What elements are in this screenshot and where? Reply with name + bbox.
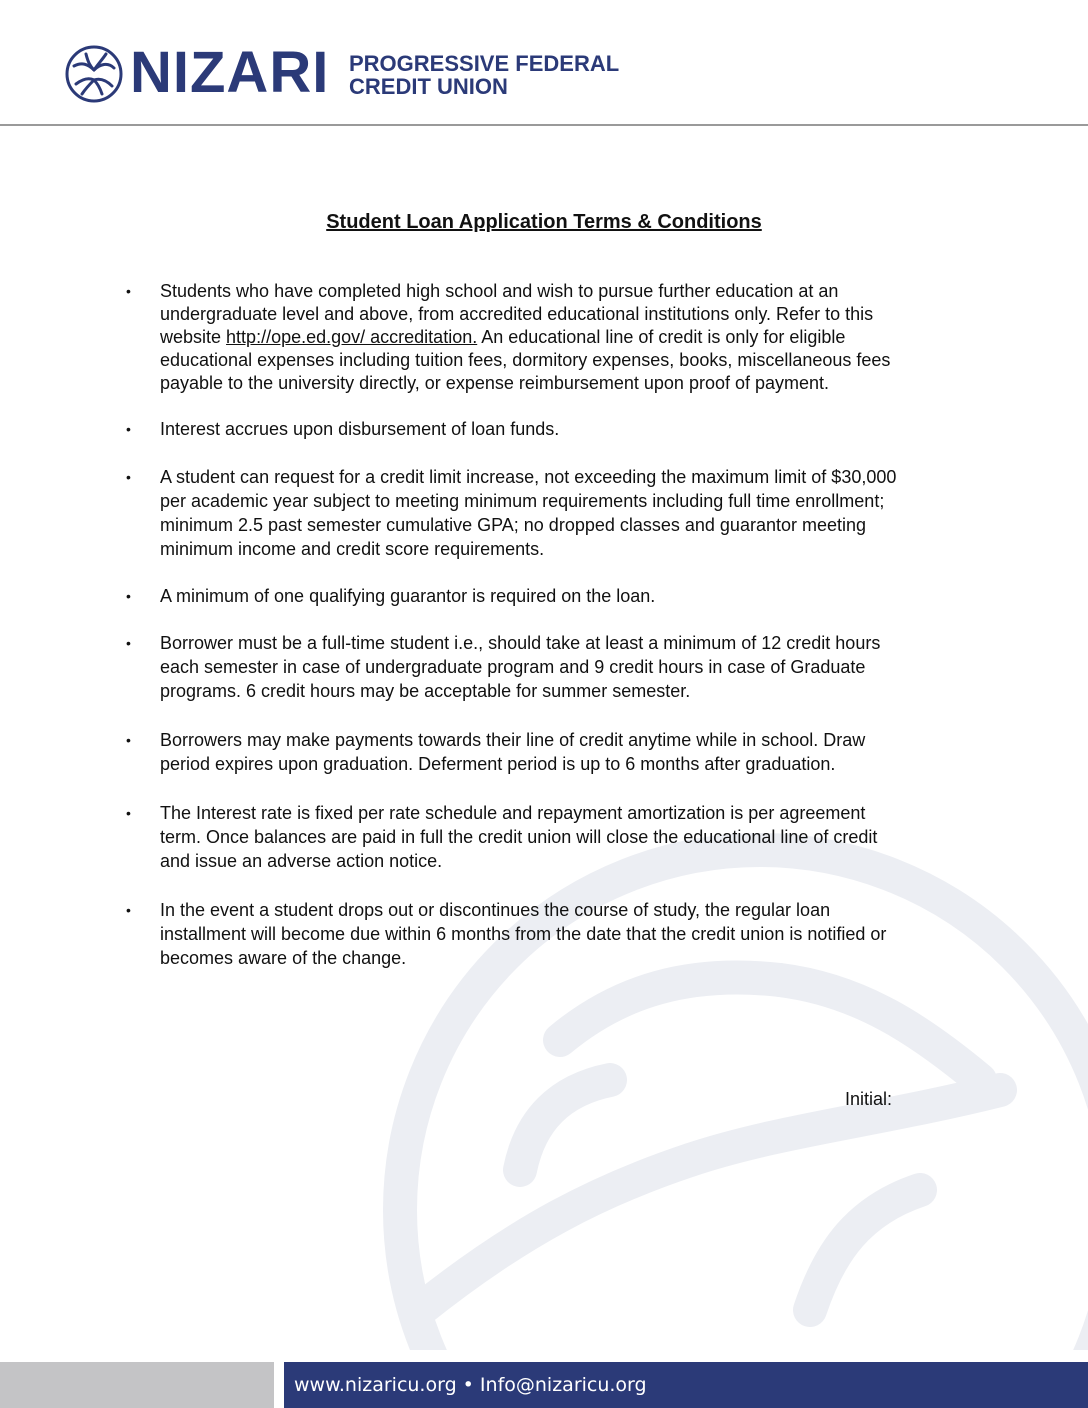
header-divider [0,124,1088,126]
footer-gray-block [0,1362,274,1408]
brand-name: NIZARI [130,40,330,105]
bullet: • [126,469,131,485]
term-text: The Interest rate is fixed per rate schedule and repayment amortization is per agreement term. Once balances are paid in full the credit union will close the educational line of credit and issue an adverse action notice. [160,803,878,871]
footer-contact: www.nizaricu.org • Info@nizaricu.org [294,1374,647,1396]
term-item-3 [126,465,906,561]
bullet: • [126,805,131,821]
term-text: A minimum of one qualifying guarantor is required on the loan. [160,586,656,606]
bullet: • [126,635,131,651]
terms-list [126,280,906,970]
bullet: • [126,732,131,748]
term-item-1 [126,280,906,395]
term-text: In the event a student drops out or discontinues the course of study, the regular loan installment will become due within 6 months from the date that the credit union is notified or becomes aware of the change. [160,900,887,968]
accreditation-link[interactable]: http://ope.ed.gov/ accreditation. [226,327,478,347]
term-text: Borrowers may make payments towards their line of credit anytime while in school. Draw period expires upon graduation. Deferment period is up to 6 months after graduation. [160,730,866,774]
bullet: • [126,283,131,299]
letterhead [0,0,1088,126]
bullet: • [126,421,131,437]
brand-sub-line1: PROGRESSIVE FEDERAL [349,51,620,76]
term-item-5 [126,631,906,703]
term-item-8 [126,898,906,970]
bullet: • [126,902,131,918]
term-item-4 [126,585,906,608]
term-text: Students who have completed high school and wish to pursue further education at an undergraduate level and above, from accredited educational institutions only. Refer to this website [160,281,874,347]
term-text: A student can request for a credit limit increase, not exceeding the maximum limit of $30,000 per academic year subject to meeting minimum requirements including full time enrollment; minimum 2.5 past semester cumulative GPA; no dropped classes and guarantor meeting minimum income and credit score requirements. [160,467,897,559]
term-text: An educational line of credit is only for eligible educational expenses including tuition fees, dormitory expenses, books, miscellaneous fees payable to the university directly, or expense reimbursement upon proof of payment. [160,327,891,393]
term-text: Interest accrues upon disbursement of loan funds. [160,419,560,439]
term-item-6 [126,728,906,776]
hands-circle-logo-icon [64,44,124,104]
brand-subtitle [349,52,619,98]
footer-bar [284,1362,1088,1408]
term-item-2 [126,418,906,441]
brand-sub-line2: CREDIT UNION [349,74,508,99]
term-item-7 [126,801,906,873]
bullet: • [126,588,131,604]
initial-label: Initial: [845,1089,893,1109]
term-text: Borrower must be a full-time student i.e., should take at least a minimum of 12 credit hours each semester in case of undergraduate program and 9 credit hours in case of Graduate programs. 6 credit hours may be acceptable for summer semester. [160,633,881,701]
document-title: Student Loan Application Terms & Conditions [326,211,762,233]
